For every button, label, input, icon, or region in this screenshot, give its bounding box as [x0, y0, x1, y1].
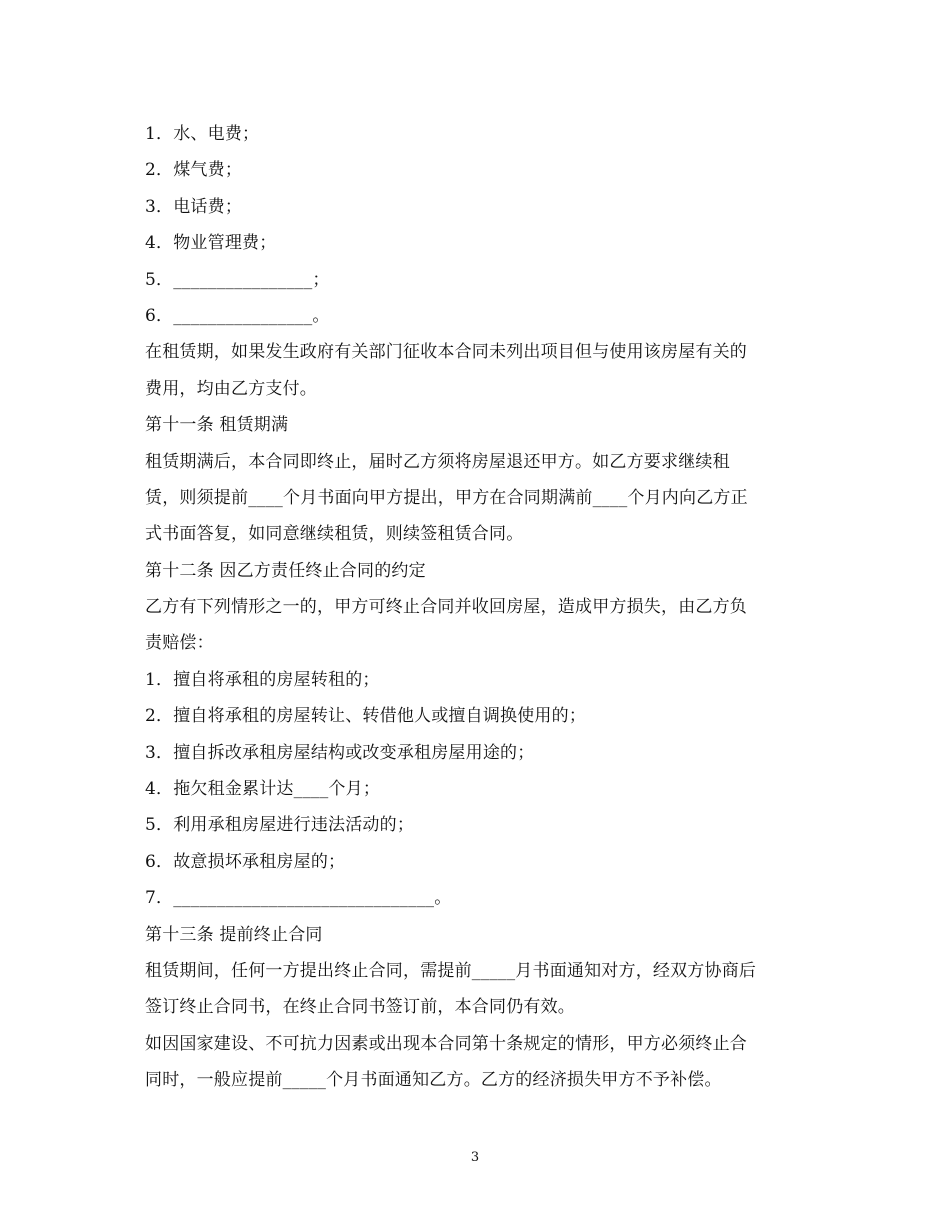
list-item-telephone: 3．电话费；: [145, 196, 243, 217]
list-item-alter-structure: 3．擅自拆改承租房屋结构或改变承租房屋用途的；: [145, 742, 535, 763]
section-heading-12: 第十二条 因乙方责任终止合同的约定: [145, 560, 426, 581]
paragraph-line: 赁，则须提前____个月书面向甲方提出，甲方在合同期满前____个月内向乙方正: [145, 487, 748, 508]
paragraph-line: 租赁期满后，本合同即终止，届时乙方须将房屋退还甲方。如乙方要求继续租: [145, 451, 730, 472]
paragraph-line: 在租赁期，如果发生政府有关部门征收本合同未列出项目但与使用该房屋有关的: [145, 342, 747, 363]
paragraph-line: 式书面答复，如同意继续租赁，则续签租赁合同。: [145, 524, 524, 545]
paragraph-line: 乙方有下列情形之一的，甲方可终止合同并收回房屋，造成甲方损失，由乙方负: [145, 597, 747, 618]
list-item-blank-6: 6．________________。: [145, 305, 330, 326]
list-item-sublet: 1．擅自将承租的房屋转租的；: [145, 669, 380, 690]
paragraph-line: 同时，一般应提前_____个月书面通知乙方。乙方的经济损失甲方不予补偿。: [145, 1070, 722, 1091]
list-item-water-electricity: 1．水、电费；: [145, 124, 260, 144]
list-item-illegal-activity: 5．利用承租房屋进行违法活动的；: [145, 815, 415, 836]
document-body: [145, 116, 815, 1099]
paragraph-line: 如因国家建设、不可抗力因素或出现本合同第十条规定的情形，甲方必须终止合: [145, 1033, 747, 1054]
paragraph-line: 费用，均由乙方支付。: [145, 378, 317, 399]
list-item-transfer: 2．擅自将承租的房屋转让、转借他人或擅自调换使用的；: [145, 706, 587, 727]
paragraph-line: 签订终止合同书，在终止合同书签订前，本合同仍有效。: [145, 997, 575, 1018]
list-item-blank-7: 7．______________________________。: [145, 888, 452, 909]
page-number: 3: [470, 1150, 480, 1165]
list-item-property-management: 4．物业管理费；: [145, 233, 277, 254]
list-item-rent-arrears: 4．拖欠租金累计达____个月；: [145, 779, 381, 800]
section-heading-13: 第十三条 提前终止合同: [145, 924, 323, 945]
list-item-gas: 2．煤气费；: [145, 160, 243, 181]
list-item-blank-5: 5．________________；: [145, 269, 330, 290]
paragraph-line: 责赔偿：: [145, 633, 214, 654]
section-heading-11: 第十一条 租赁期满: [145, 415, 289, 436]
paragraph-line: 租赁期间，任何一方提出终止合同，需提前_____月书面通知对方，经双方协商后: [145, 960, 757, 981]
list-item-damage: 6．故意损坏承租房屋的；: [145, 851, 346, 872]
